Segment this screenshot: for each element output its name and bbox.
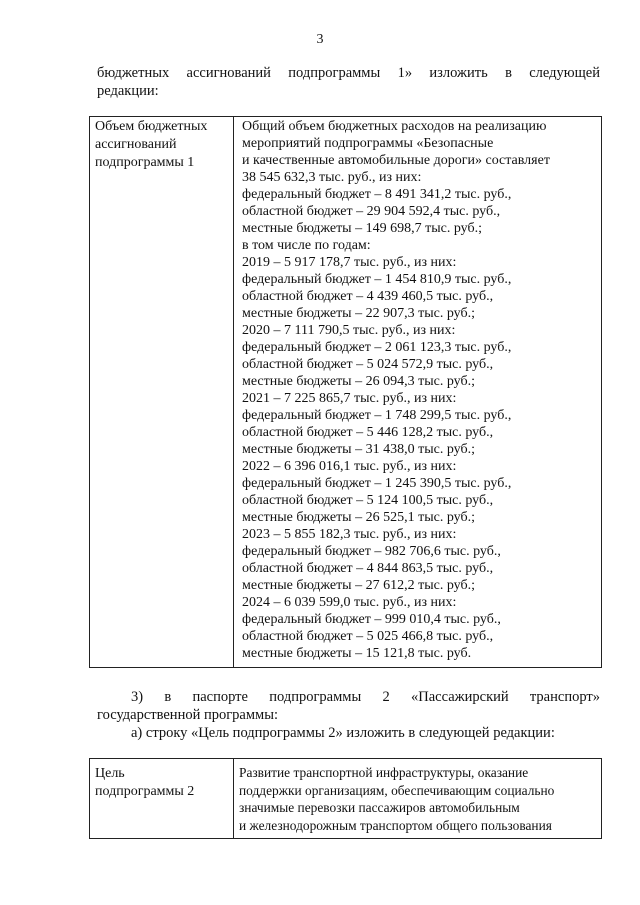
label-line: подпрограммы 1 bbox=[95, 155, 195, 170]
content-line: Развитие транспортной инфраструктуры, оказание bbox=[239, 765, 529, 780]
intro-1-word: подпрограммы bbox=[288, 65, 381, 81]
label-line: Цель bbox=[95, 766, 125, 781]
intro-2-word: подпрограммы bbox=[269, 689, 362, 705]
intro-3-line-1: а) строку «Цель подпрограммы 2» изложить в следующей редакции: bbox=[131, 725, 555, 741]
content-line: федеральный бюджет – 2 061 123,3 тыс. руб., bbox=[242, 340, 512, 355]
content-line: местные бюджеты – 22 907,3 тыс. руб.; bbox=[242, 306, 475, 321]
intro-2-line-1 bbox=[97, 688, 600, 706]
content-line: федеральный бюджет – 1 245 390,5 тыс. руб., bbox=[242, 476, 512, 491]
content-line: местные бюджеты – 15 121,8 тыс. руб. bbox=[242, 646, 472, 661]
content-line: федеральный бюджет – 999 010,4 тыс. руб., bbox=[242, 612, 501, 627]
content-line: 2024 – 6 039 599,0 тыс. руб., из них: bbox=[242, 595, 457, 610]
intro-1-word: в bbox=[505, 65, 512, 81]
content-line: областной бюджет – 5 446 128,2 тыс. руб., bbox=[242, 425, 494, 440]
budget-label-cell bbox=[90, 117, 234, 668]
content-line: областной бюджет – 5 024 572,9 тыс. руб., bbox=[242, 357, 494, 372]
content-line: и железнодорожным транспортом общего пользования bbox=[239, 817, 552, 833]
content-line: поддержки организациям, обеспечивающим социально bbox=[239, 782, 555, 798]
content-line: 2022 – 6 396 016,1 тыс. руб., из них: bbox=[242, 459, 457, 474]
intro-1-word: ассигнований bbox=[186, 65, 271, 81]
label-line: Объем бюджетных bbox=[95, 119, 208, 134]
content-line: областной бюджет – 4 844 863,5 тыс. руб., bbox=[242, 561, 494, 576]
content-line: федеральный бюджет – 1 748 299,5 тыс. руб., bbox=[242, 408, 512, 423]
content-line: областной бюджет – 4 439 460,5 тыс. руб., bbox=[242, 289, 494, 304]
content-line: местные бюджеты – 31 438,0 тыс. руб.; bbox=[242, 442, 475, 457]
content-line: 38 545 632,3 тыс. руб., из них: bbox=[242, 170, 422, 185]
intro-2-word: паспорте bbox=[192, 689, 248, 705]
label-line: ассигнований bbox=[95, 137, 177, 152]
goal-label-cell bbox=[90, 759, 234, 839]
content-line: областной бюджет – 5 025 466,8 тыс. руб., bbox=[242, 629, 494, 644]
intro-2-word: в bbox=[164, 689, 172, 705]
intro-2-word: «Пассажирский bbox=[410, 689, 509, 705]
intro-paragraph-1 bbox=[97, 64, 600, 100]
intro-2-line-2: государственной программы: bbox=[97, 707, 278, 723]
budget-allocations-table bbox=[89, 116, 602, 668]
intro-1-word: изложить bbox=[429, 65, 488, 81]
intro-2-word: 2 bbox=[382, 689, 390, 705]
content-line: 2023 – 5 855 182,3 тыс. руб., из них: bbox=[242, 527, 457, 542]
intro-1-word: бюджетных bbox=[97, 65, 170, 81]
goal-content-cell bbox=[234, 759, 602, 839]
page-number: 3 bbox=[316, 32, 324, 47]
intro-paragraph-3 bbox=[97, 724, 600, 742]
intro-paragraph-2 bbox=[97, 688, 600, 724]
table-row bbox=[90, 117, 602, 668]
content-line: областной бюджет – 29 904 592,4 тыс. руб., bbox=[242, 204, 501, 219]
intro-1-word: следующей bbox=[529, 65, 600, 81]
content-line: местные бюджеты – 149 698,7 тыс. руб.; bbox=[242, 221, 482, 236]
content-line: Общий объем бюджетных расходов на реализацию bbox=[242, 119, 547, 134]
content-line: федеральный бюджет – 982 706,6 тыс. руб., bbox=[242, 544, 501, 559]
budget-content-cell bbox=[234, 117, 602, 668]
intro-1-line-2: редакции: bbox=[97, 83, 159, 99]
content-line: 2019 – 5 917 178,7 тыс. руб., из них: bbox=[242, 255, 457, 270]
content-line: в том числе по годам: bbox=[242, 238, 371, 253]
content-line: местные бюджеты – 26 525,1 тыс. руб.; bbox=[242, 510, 475, 525]
subprogram-goal-table bbox=[89, 758, 602, 839]
content-line: 2020 – 7 111 790,5 тыс. руб., из них: bbox=[242, 323, 456, 338]
intro-1-line-1 bbox=[97, 64, 600, 82]
label-line: подпрограммы 2 bbox=[95, 784, 195, 799]
content-line: федеральный бюджет – 1 454 810,9 тыс. руб., bbox=[242, 272, 512, 287]
content-line: местные бюджеты – 27 612,2 тыс. руб.; bbox=[242, 578, 475, 593]
content-line: 2021 – 7 225 865,7 тыс. руб., из них: bbox=[242, 391, 457, 406]
content-line: областной бюджет – 5 124 100,5 тыс. руб., bbox=[242, 493, 494, 508]
content-line: мероприятий подпрограммы «Безопасные bbox=[242, 136, 494, 151]
content-line: федеральный бюджет – 8 491 341,2 тыс. руб., bbox=[242, 187, 512, 202]
intro-2-word: 3) bbox=[131, 689, 144, 705]
content-line: и качественные автомобильные дороги» составляет bbox=[242, 153, 550, 168]
intro-1-word: 1» bbox=[397, 65, 413, 81]
content-line: значимые перевозки пассажиров автомобильным bbox=[239, 800, 520, 815]
intro-2-word: транспорт» bbox=[529, 689, 600, 705]
table-row bbox=[90, 759, 602, 839]
content-line: местные бюджеты – 26 094,3 тыс. руб.; bbox=[242, 374, 475, 389]
